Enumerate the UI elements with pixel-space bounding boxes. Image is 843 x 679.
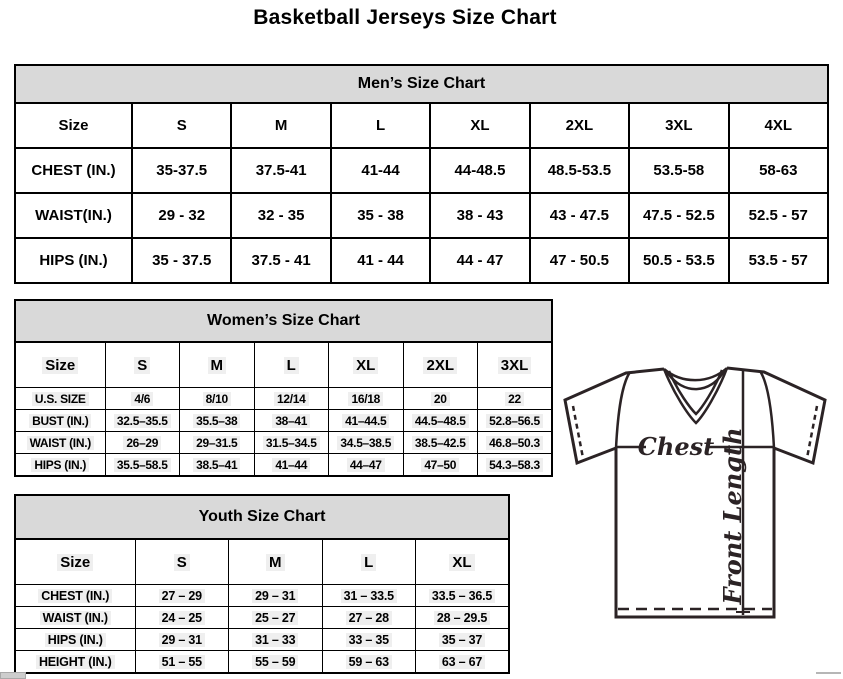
mens-col-header-3: L xyxy=(331,103,430,148)
womens-cell-0-2: 12/14 xyxy=(254,388,329,410)
mens-cell-2-4: 47 - 50.5 xyxy=(530,238,629,283)
mens-cell-2-2: 41 - 44 xyxy=(331,238,430,283)
mens-cell-0-6: 58-63 xyxy=(729,148,828,193)
mens-cell-0-2: 41-44 xyxy=(331,148,430,193)
mens-cell-2-3: 44 - 47 xyxy=(430,238,529,283)
youth-col-header-4: XL xyxy=(416,539,510,585)
youth-row-label-2: HIPS (IN.) xyxy=(15,629,135,651)
youth-cell-3-1: 55 – 59 xyxy=(229,651,323,674)
womens-row-0 xyxy=(15,388,552,410)
mens-cell-1-3: 38 - 43 xyxy=(430,193,529,238)
mens-col-header-4: XL xyxy=(430,103,529,148)
youth-size-chart-table xyxy=(14,494,510,674)
youth-chart-title: Youth Size Chart xyxy=(15,495,509,539)
womens-cell-1-2: 38–41 xyxy=(254,410,329,432)
womens-cell-1-4: 44.5–48.5 xyxy=(403,410,478,432)
womens-row-2 xyxy=(15,432,552,454)
mens-col-header-1: S xyxy=(132,103,231,148)
mens-cell-0-1: 37.5-41 xyxy=(231,148,330,193)
womens-cell-3-2: 41–44 xyxy=(254,454,329,477)
youth-cell-0-2: 31 – 33.5 xyxy=(322,585,416,607)
womens-cell-1-1: 35.5–38 xyxy=(180,410,255,432)
womens-cell-0-3: 16/18 xyxy=(329,388,404,410)
mens-cell-0-0: 35-37.5 xyxy=(132,148,231,193)
womens-cell-2-3: 34.5–38.5 xyxy=(329,432,404,454)
womens-cell-3-5: 54.3–58.3 xyxy=(478,454,553,477)
womens-cell-1-3: 41–44.5 xyxy=(329,410,404,432)
womens-row-label-0: U.S. SIZE xyxy=(15,388,105,410)
womens-col-header-6: 3XL xyxy=(478,342,553,388)
womens-cell-2-5: 46.8–50.3 xyxy=(478,432,553,454)
youth-col-header-0: Size xyxy=(15,539,135,585)
mens-cell-1-2: 35 - 38 xyxy=(331,193,430,238)
mens-cell-1-5: 47.5 - 52.5 xyxy=(629,193,728,238)
mens-cell-1-6: 52.5 - 57 xyxy=(729,193,828,238)
mens-col-header-7: 4XL xyxy=(729,103,828,148)
womens-row-label-2: WAIST (IN.) xyxy=(15,432,105,454)
youth-cell-1-2: 27 – 28 xyxy=(322,607,416,629)
chest-label: Chest xyxy=(637,432,715,461)
womens-col-header-1: S xyxy=(105,342,180,388)
mens-cell-2-6: 53.5 - 57 xyxy=(729,238,828,283)
youth-row-2 xyxy=(15,629,509,651)
womens-cell-3-0: 35.5–58.5 xyxy=(105,454,180,477)
womens-col-header-4: XL xyxy=(329,342,404,388)
mens-col-header-2: M xyxy=(231,103,330,148)
mens-cell-2-0: 35 - 37.5 xyxy=(132,238,231,283)
front-length-label: Front Length xyxy=(718,427,747,605)
mens-cell-0-5: 53.5-58 xyxy=(629,148,728,193)
youth-col-header-2: M xyxy=(229,539,323,585)
womens-cell-3-1: 38.5–41 xyxy=(180,454,255,477)
youth-row-3 xyxy=(15,651,509,674)
womens-size-chart-table xyxy=(14,299,553,477)
womens-cell-2-2: 31.5–34.5 xyxy=(254,432,329,454)
mens-cell-1-1: 32 - 35 xyxy=(231,193,330,238)
jersey-measurement-diagram xyxy=(557,362,840,624)
youth-row-label-0: CHEST (IN.) xyxy=(15,585,135,607)
mens-col-header-5: 2XL xyxy=(530,103,629,148)
mens-size-chart-table xyxy=(14,64,829,284)
womens-cell-0-0: 4/6 xyxy=(105,388,180,410)
womens-cell-0-4: 20 xyxy=(403,388,478,410)
youth-cell-3-3: 63 – 67 xyxy=(416,651,510,674)
womens-cell-3-3: 44–47 xyxy=(329,454,404,477)
horizontal-scrollbar-track-fragment xyxy=(816,672,841,674)
youth-row-1 xyxy=(15,607,509,629)
mens-row-0 xyxy=(15,148,828,193)
youth-cell-2-2: 33 – 35 xyxy=(322,629,416,651)
youth-cell-0-1: 29 – 31 xyxy=(229,585,323,607)
womens-cell-2-4: 38.5–42.5 xyxy=(403,432,478,454)
mens-col-header-0: Size xyxy=(15,103,132,148)
youth-cell-1-1: 25 – 27 xyxy=(229,607,323,629)
youth-col-header-1: S xyxy=(135,539,229,585)
mens-chart-title: Men’s Size Chart xyxy=(15,65,828,103)
youth-cell-1-3: 28 – 29.5 xyxy=(416,607,510,629)
youth-cell-2-3: 35 – 37 xyxy=(416,629,510,651)
mens-row-2 xyxy=(15,238,828,283)
youth-cell-0-3: 33.5 – 36.5 xyxy=(416,585,510,607)
mens-cell-2-5: 50.5 - 53.5 xyxy=(629,238,728,283)
mens-row-label-1: WAIST(IN.) xyxy=(15,193,132,238)
mens-cell-0-3: 44-48.5 xyxy=(430,148,529,193)
mens-col-header-6: 3XL xyxy=(629,103,728,148)
youth-row-label-1: WAIST (IN.) xyxy=(15,607,135,629)
womens-chart-title: Women’s Size Chart xyxy=(15,300,552,342)
youth-col-header-3: L xyxy=(322,539,416,585)
youth-row-0 xyxy=(15,585,509,607)
womens-cell-2-0: 26–29 xyxy=(105,432,180,454)
womens-row-1 xyxy=(15,410,552,432)
womens-cell-3-4: 47–50 xyxy=(403,454,478,477)
mens-cell-0-4: 48.5-53.5 xyxy=(530,148,629,193)
mens-row-label-2: HIPS (IN.) xyxy=(15,238,132,283)
womens-col-header-0: Size xyxy=(15,342,105,388)
mens-cell-1-4: 43 - 47.5 xyxy=(530,193,629,238)
youth-cell-1-0: 24 – 25 xyxy=(135,607,229,629)
womens-row-label-3: HIPS (IN.) xyxy=(15,454,105,477)
womens-row-label-1: BUST (IN.) xyxy=(15,410,105,432)
youth-cell-3-2: 59 – 63 xyxy=(322,651,416,674)
womens-cell-2-1: 29–31.5 xyxy=(180,432,255,454)
mens-cell-2-1: 37.5 - 41 xyxy=(231,238,330,283)
mens-row-label-0: CHEST (IN.) xyxy=(15,148,132,193)
mens-cell-1-0: 29 - 32 xyxy=(132,193,231,238)
womens-cell-0-5: 22 xyxy=(478,388,553,410)
youth-cell-3-0: 51 – 55 xyxy=(135,651,229,674)
womens-row-3 xyxy=(15,454,552,477)
womens-cell-1-0: 32.5–35.5 xyxy=(105,410,180,432)
womens-col-header-2: M xyxy=(180,342,255,388)
jersey-outline xyxy=(565,368,825,617)
youth-cell-2-0: 29 – 31 xyxy=(135,629,229,651)
youth-cell-2-1: 31 – 33 xyxy=(229,629,323,651)
womens-cell-1-5: 52.8–56.5 xyxy=(478,410,553,432)
youth-cell-0-0: 27 – 29 xyxy=(135,585,229,607)
youth-row-label-3: HEIGHT (IN.) xyxy=(15,651,135,674)
womens-col-header-3: L xyxy=(254,342,329,388)
horizontal-scrollbar-thumb[interactable] xyxy=(0,672,26,679)
womens-col-header-5: 2XL xyxy=(403,342,478,388)
page-title: Basketball Jerseys Size Chart xyxy=(253,6,557,29)
left-sleeve-seam xyxy=(616,372,630,448)
right-sleeve-seam xyxy=(760,371,774,448)
womens-cell-0-1: 8/10 xyxy=(180,388,255,410)
mens-row-1 xyxy=(15,193,828,238)
